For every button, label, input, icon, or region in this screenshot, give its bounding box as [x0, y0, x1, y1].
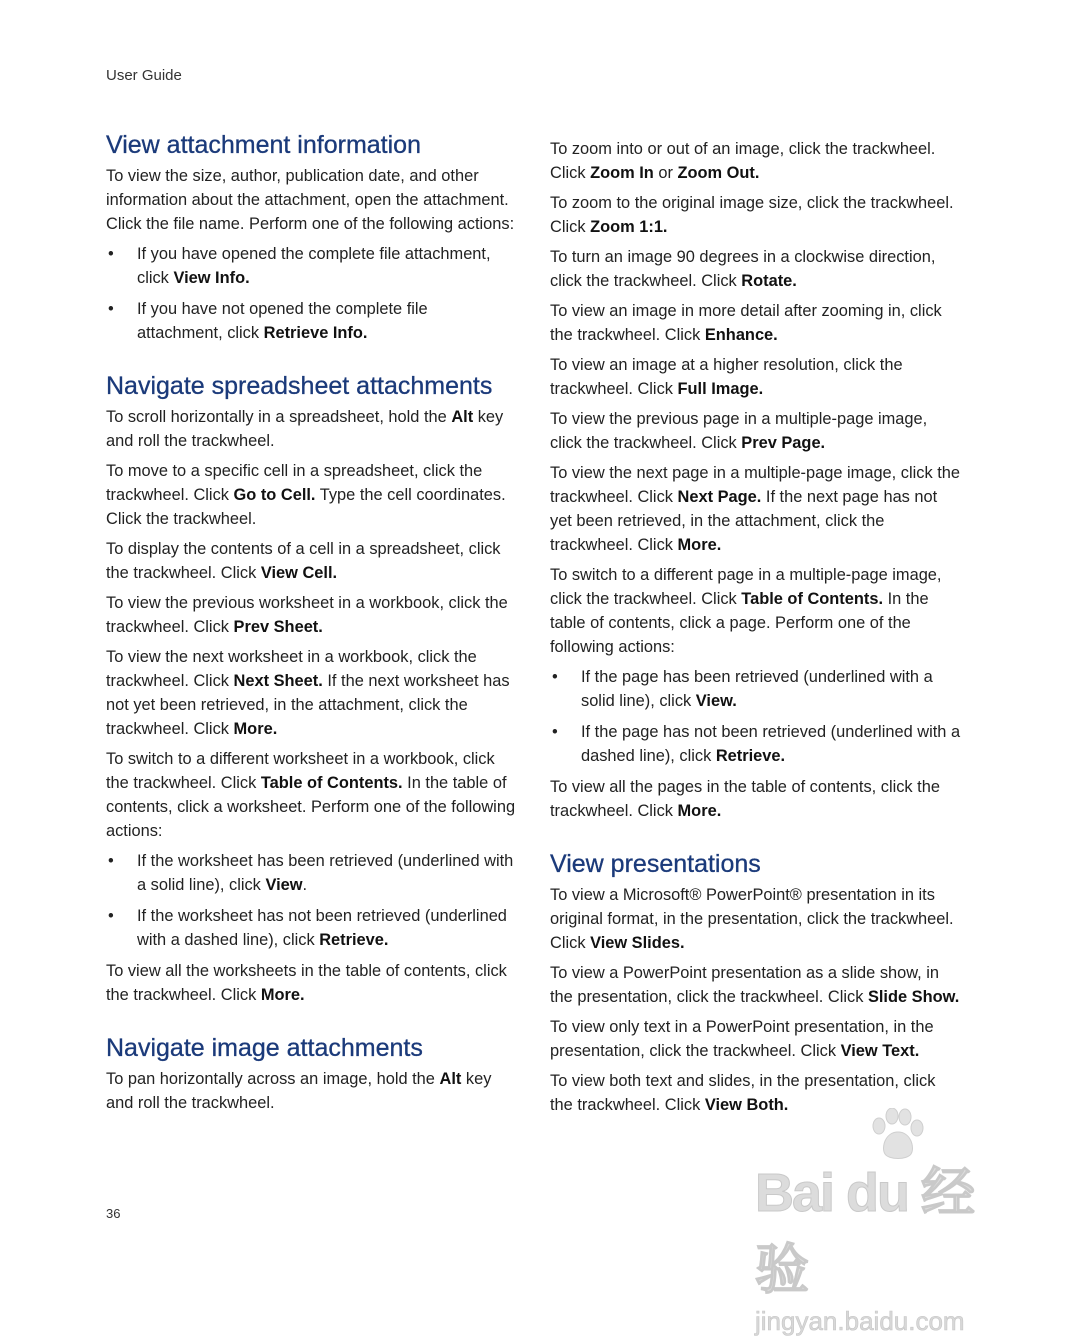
section-navigate-image-attachments	[106, 1033, 516, 1115]
paragraph: To switch to a different page in a multiple-page image, click the trackwheel. Click Table of Contents. In the table of contents, click a page. Perform one of the following actions:	[550, 566, 942, 656]
list-item-text: If you have not opened the complete file attachment, click	[137, 300, 428, 342]
section-heading: Navigate spreadsheet attachments	[106, 372, 493, 400]
section-heading: View attachment information	[106, 131, 421, 159]
bullet-list	[550, 665, 962, 768]
watermark	[755, 1120, 1005, 1336]
bullet-icon: •	[552, 723, 558, 741]
bullet-icon: •	[108, 907, 114, 925]
paragraph: To view both text and slides, in the presentation, click the trackwheel. Click View Both.	[550, 1072, 936, 1114]
paragraph: To scroll horizontally in a spreadsheet, hold the Alt key and roll the trackwheel.	[106, 408, 504, 450]
section-heading: View presentations	[550, 850, 761, 878]
paragraph: To view a Microsoft® PowerPoint® presentation in its original format, in the presentation, click the trackwheel. Click View Slides.	[550, 886, 954, 952]
paragraph: To switch to a different worksheet in a workbook, click the trackwheel. Click Table of Contents. In the table of contents, click a worksheet. Perform one of the following actions:	[106, 750, 516, 840]
paragraph: To view a PowerPoint presentation as a slide show, in the presentation, click the trackwheel. Click Slide Show.	[550, 964, 960, 1006]
paragraph: To view an image in more detail after zooming in, click the trackwheel. Click Enhance.	[550, 302, 942, 344]
bullet-icon: •	[108, 852, 114, 870]
list-item: • If the page has not been retrieved (underlined with a dashed line), click Retrieve.	[550, 720, 962, 768]
paragraph: To view all the worksheets in the table of contents, click the trackwheel. Click More.	[106, 962, 507, 1004]
list-item: • If the page has been retrieved (underlined with a solid line), click View.	[550, 665, 962, 713]
paragraph: To view all the pages in the table of contents, click the trackwheel. Click More.	[550, 778, 940, 820]
list-item	[106, 242, 516, 290]
bullet-icon: •	[108, 245, 114, 263]
page-number: 36	[106, 1206, 121, 1221]
watermark-url: jingyan.baidu.com	[755, 1306, 965, 1336]
paragraph: To view the next worksheet in a workbook, click the trackwheel. Click Next Sheet. If the next worksheet has not yet been retrieved, in the attachment, click the trackwheel. Click More.	[106, 648, 510, 738]
paragraph: To view the size, author, publication date, and other information about the attachment, open the attachment. Click the file name. Perform one of the following actions:	[106, 167, 515, 233]
section-heading: Navigate image attachments	[106, 1034, 423, 1062]
paragraph: To view the previous page in a multiple-page image, click the trackwheel. Click Prev Page.	[550, 410, 928, 452]
command-label: View Info.	[173, 269, 250, 287]
paragraph: To zoom into or out of an image, click the trackwheel. Click Zoom In or Zoom Out.	[550, 140, 936, 182]
section-view-attachment-information	[106, 130, 516, 345]
bullet-list	[106, 849, 516, 952]
paragraph: To view the previous worksheet in a workbook, click the trackwheel. Click Prev Sheet.	[106, 594, 508, 636]
list-item	[106, 297, 516, 345]
command-label: Retrieve Info.	[263, 324, 368, 342]
bullet-icon: •	[552, 668, 558, 686]
bullet-list	[106, 242, 516, 345]
paragraph: To view the next page in a multiple-page image, click the trackwheel. Click Next Page. If the next page has not yet been retrieved, in the attachment, click the trackwheel. Click More.	[550, 464, 960, 554]
list-item-text: If you have opened the complete file attachment, click	[137, 245, 491, 287]
paragraph: To display the contents of a cell in a spreadsheet, click the trackwheel. Click View Cell.	[106, 540, 501, 582]
paragraph: To pan horizontally across an image, hold the Alt key and roll the trackwheel.	[106, 1070, 492, 1112]
running-header: User Guide	[106, 67, 182, 84]
paw-icon	[867, 1108, 927, 1164]
paragraph: To turn an image 90 degrees in a clockwise direction, click the trackwheel. Click Rotate.	[550, 248, 936, 290]
paragraph: To view only text in a PowerPoint presentation, in the presentation, click the trackwheel. Click View Text.	[550, 1018, 934, 1060]
section-view-presentations	[550, 849, 962, 1117]
bullet-icon: •	[108, 300, 114, 318]
watermark-logo: Bai du 经验	[755, 1163, 974, 1300]
paragraph: To zoom to the original image size, click the trackwheel. Click Zoom 1:1.	[550, 194, 954, 236]
left-column	[106, 130, 516, 1141]
paragraph: To view an image at a higher resolution, click the trackwheel. Click Full Image.	[550, 356, 903, 398]
list-item: • If the worksheet has been retrieved (underlined with a solid line), click View.	[106, 849, 516, 897]
list-item: • If the worksheet has not been retrieved (underlined with a dashed line), click Retrieve.	[106, 904, 516, 952]
right-column	[550, 137, 962, 1143]
section-navigate-spreadsheet-attachments	[106, 371, 516, 1007]
paragraph: To move to a specific cell in a spreadsheet, click the trackwheel. Click Go to Cell. Type the cell coordinates. Click the trackwheel.	[106, 462, 506, 528]
